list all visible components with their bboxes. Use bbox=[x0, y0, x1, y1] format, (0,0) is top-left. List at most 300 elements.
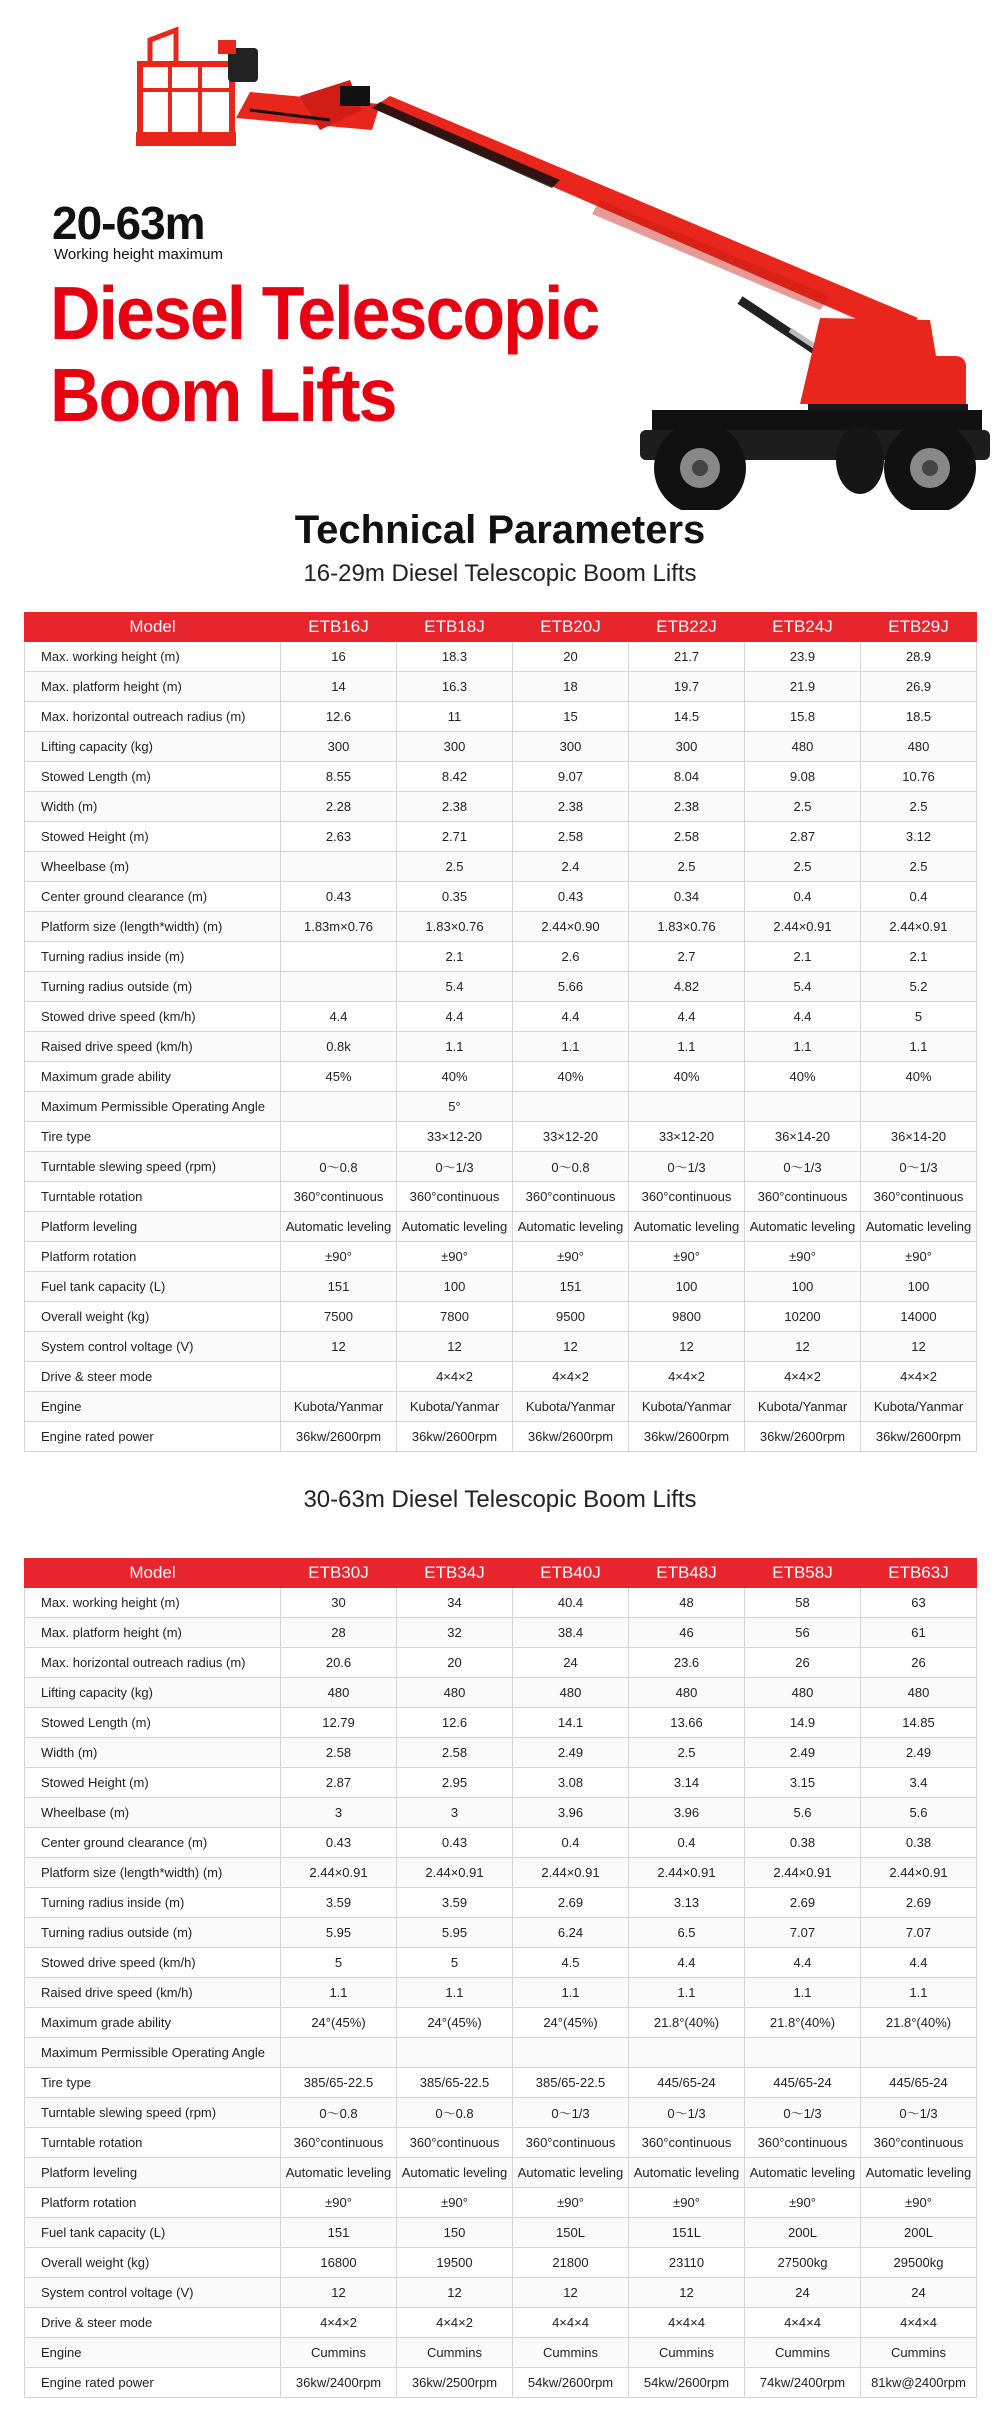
table-cell: 12 bbox=[513, 2278, 629, 2308]
row-label: Maximum Permissible Operating Angle bbox=[25, 1092, 281, 1122]
platform-basket bbox=[136, 30, 258, 146]
table-cell: ±90° bbox=[397, 2188, 513, 2218]
table-cell: 40% bbox=[745, 1062, 861, 1092]
table-cell: 36kw/2600rpm bbox=[745, 1422, 861, 1452]
table-cell: 2.87 bbox=[745, 822, 861, 852]
table-cell: 5.66 bbox=[513, 972, 629, 1002]
table-cell: 14.9 bbox=[745, 1708, 861, 1738]
table-cell: 0～0.8 bbox=[397, 2098, 513, 2128]
row-label: Wheelbase (m) bbox=[25, 1798, 281, 1828]
table-cell: 385/65-22.5 bbox=[513, 2068, 629, 2098]
table-cell: 4.4 bbox=[629, 1002, 745, 1032]
table-cell: 5 bbox=[281, 1948, 397, 1978]
table-row bbox=[25, 2188, 977, 2218]
table-cell: 8.55 bbox=[281, 762, 397, 792]
headline-line-1: Diesel Telescopic bbox=[50, 270, 599, 356]
table-cell: 300 bbox=[397, 732, 513, 762]
table-cell: 14000 bbox=[861, 1302, 977, 1332]
table-cell: 2.38 bbox=[513, 792, 629, 822]
row-label: Platform size (length*width) (m) bbox=[25, 1858, 281, 1888]
table-cell: 46 bbox=[629, 1618, 745, 1648]
table-cell: 445/65-24 bbox=[861, 2068, 977, 2098]
table-row bbox=[25, 2158, 977, 2188]
table-cell: 81kw@2400rpm bbox=[861, 2368, 977, 2398]
row-label: Wheelbase (m) bbox=[25, 852, 281, 882]
table-cell: ±90° bbox=[281, 1242, 397, 1272]
table-cell: 3.08 bbox=[513, 1768, 629, 1798]
row-label: Turning radius inside (m) bbox=[25, 942, 281, 972]
row-label: Stowed Length (m) bbox=[25, 762, 281, 792]
table-cell: 4×4×2 bbox=[281, 2308, 397, 2338]
table-cell: 4×4×4 bbox=[513, 2308, 629, 2338]
table-row bbox=[25, 852, 977, 882]
table-cell: 2.5 bbox=[861, 792, 977, 822]
table-row bbox=[25, 2218, 977, 2248]
table-cell: 14.85 bbox=[861, 1708, 977, 1738]
table-cell: 2.1 bbox=[861, 942, 977, 972]
table-cell: 36kw/2600rpm bbox=[281, 1422, 397, 1452]
table-cell bbox=[281, 852, 397, 882]
table-cell: 2.4 bbox=[513, 852, 629, 882]
table-cell: 18.5 bbox=[861, 702, 977, 732]
table-row bbox=[25, 1182, 977, 1212]
table-cell: 12.6 bbox=[397, 1708, 513, 1738]
row-label: Stowed Height (m) bbox=[25, 1768, 281, 1798]
table-cell: 2.58 bbox=[629, 822, 745, 852]
table-cell: 28 bbox=[281, 1618, 397, 1648]
table-cell: 3.12 bbox=[861, 822, 977, 852]
table-cell: 4×4×2 bbox=[397, 2308, 513, 2338]
row-label: Turntable slewing speed (rpm) bbox=[25, 1152, 281, 1182]
table-cell: 38.4 bbox=[513, 1618, 629, 1648]
table-cell: 0.43 bbox=[397, 1828, 513, 1858]
table-cell: 2.95 bbox=[397, 1768, 513, 1798]
table-cell: 6.5 bbox=[629, 1918, 745, 1948]
table-row bbox=[25, 972, 977, 1002]
table-cell: 1.1 bbox=[281, 1978, 397, 2008]
table-cell bbox=[629, 1092, 745, 1122]
table-cell bbox=[281, 1122, 397, 1152]
table-row bbox=[25, 1618, 977, 1648]
table-row bbox=[25, 1362, 977, 1392]
table-cell: 33×12-20 bbox=[629, 1122, 745, 1152]
table-cell: 12.6 bbox=[281, 702, 397, 732]
product-headline bbox=[50, 272, 598, 436]
table-cell: 0～1/3 bbox=[629, 1152, 745, 1182]
table-cell: 2.5 bbox=[629, 852, 745, 882]
table-cell: 58 bbox=[745, 1588, 861, 1618]
table-cell: 1.1 bbox=[745, 1978, 861, 2008]
table-cell: 4×4×2 bbox=[397, 1362, 513, 1392]
table-cell: 5.95 bbox=[397, 1918, 513, 1948]
table-cell: 20 bbox=[513, 642, 629, 672]
table-cell: 0.43 bbox=[281, 1828, 397, 1858]
page-title: Technical Parameters bbox=[294, 508, 706, 552]
table-cell: 12.79 bbox=[281, 1708, 397, 1738]
row-label: Stowed drive speed (km/h) bbox=[25, 1948, 281, 1978]
table-cell: 2.44×0.91 bbox=[629, 1858, 745, 1888]
table-cell: 2.44×0.91 bbox=[861, 1858, 977, 1888]
table-cell bbox=[281, 972, 397, 1002]
row-label: Drive & steer mode bbox=[25, 1362, 281, 1392]
column-header-etb63j: ETB63J bbox=[861, 1559, 977, 1588]
table-cell: 1.1 bbox=[513, 1978, 629, 2008]
table-cell: 12 bbox=[281, 2278, 397, 2308]
table-cell: 5.2 bbox=[861, 972, 977, 1002]
table-cell: 100 bbox=[745, 1272, 861, 1302]
table-cell: 5° bbox=[397, 1092, 513, 1122]
table-row bbox=[25, 1588, 977, 1618]
table-cell: 16 bbox=[281, 642, 397, 672]
table-cell: 54kw/2600rpm bbox=[513, 2368, 629, 2398]
table-cell: 2.5 bbox=[397, 852, 513, 882]
table-cell: 12 bbox=[629, 2278, 745, 2308]
table-cell: 16800 bbox=[281, 2248, 397, 2278]
column-header-etb29j: ETB29J bbox=[861, 613, 977, 642]
column-header-etb24j: ETB24J bbox=[745, 613, 861, 642]
table-cell: ±90° bbox=[861, 2188, 977, 2218]
table-cell: 2.44×0.91 bbox=[861, 912, 977, 942]
table-row bbox=[25, 2278, 977, 2308]
row-label: Tire type bbox=[25, 2068, 281, 2098]
table-row bbox=[25, 1302, 977, 1332]
table-cell bbox=[281, 2038, 397, 2068]
table-cell: 26 bbox=[745, 1648, 861, 1678]
table-row bbox=[25, 1678, 977, 1708]
table-cell: 33×12-20 bbox=[397, 1122, 513, 1152]
table-cell: 9.08 bbox=[745, 762, 861, 792]
column-header-etb40j: ETB40J bbox=[513, 1559, 629, 1588]
table-cell: 12 bbox=[397, 1332, 513, 1362]
table-cell: 1.1 bbox=[397, 1978, 513, 2008]
table-cell: 26 bbox=[861, 1648, 977, 1678]
table-cell: 480 bbox=[513, 1678, 629, 1708]
table-cell bbox=[397, 2038, 513, 2068]
table-cell: 19500 bbox=[397, 2248, 513, 2278]
table-header-row bbox=[25, 613, 977, 642]
row-label: Raised drive speed (km/h) bbox=[25, 1032, 281, 1062]
table-row bbox=[25, 1152, 977, 1182]
table-cell: 2.1 bbox=[745, 942, 861, 972]
table-cell: 0～0.8 bbox=[281, 1152, 397, 1182]
table-cell: 385/65-22.5 bbox=[281, 2068, 397, 2098]
table-2-subtitle: 30-63m Diesel Telescopic Boom Lifts bbox=[303, 1486, 697, 1513]
row-label: Platform leveling bbox=[25, 2158, 281, 2188]
table-cell: 4×4×2 bbox=[861, 1362, 977, 1392]
table-cell: 4.4 bbox=[513, 1002, 629, 1032]
column-header-etb34j: ETB34J bbox=[397, 1559, 513, 1588]
table-cell: 480 bbox=[861, 732, 977, 762]
table-row bbox=[25, 1212, 977, 1242]
row-label: Stowed drive speed (km/h) bbox=[25, 1002, 281, 1032]
table-cell: 4×4×2 bbox=[513, 1362, 629, 1392]
table-row bbox=[25, 1798, 977, 1828]
table-cell: 4.4 bbox=[397, 1002, 513, 1032]
table-cell: Cummins bbox=[629, 2338, 745, 2368]
table-cell: 30 bbox=[281, 1588, 397, 1618]
table-cell: 480 bbox=[745, 1678, 861, 1708]
table-row bbox=[25, 1948, 977, 1978]
table-cell: 21.7 bbox=[629, 642, 745, 672]
table-cell: 300 bbox=[629, 732, 745, 762]
turntable bbox=[800, 318, 968, 420]
table-row bbox=[25, 1738, 977, 1768]
table-cell: 1.1 bbox=[397, 1032, 513, 1062]
table-cell: 0.4 bbox=[745, 882, 861, 912]
table-cell: 151 bbox=[281, 1272, 397, 1302]
table-cell: 0.35 bbox=[397, 882, 513, 912]
table-row bbox=[25, 1092, 977, 1122]
table-row bbox=[25, 1332, 977, 1362]
table-row bbox=[25, 732, 977, 762]
table-cell: 1.83m×0.76 bbox=[281, 912, 397, 942]
table-cell: ±90° bbox=[513, 2188, 629, 2218]
table-cell: 2.6 bbox=[513, 942, 629, 972]
table-cell: 3 bbox=[281, 1798, 397, 1828]
row-label: Platform rotation bbox=[25, 2188, 281, 2218]
table-cell bbox=[513, 1092, 629, 1122]
table-cell: 480 bbox=[629, 1678, 745, 1708]
table-cell: ±90° bbox=[397, 1242, 513, 1272]
table-cell: 54kw/2600rpm bbox=[629, 2368, 745, 2398]
table-row bbox=[25, 1422, 977, 1452]
table-cell: 29500kg bbox=[861, 2248, 977, 2278]
table-cell: 4.4 bbox=[745, 1002, 861, 1032]
table-row bbox=[25, 1242, 977, 1272]
table-cell: 3.13 bbox=[629, 1888, 745, 1918]
row-label: Turntable rotation bbox=[25, 2128, 281, 2158]
table-cell: 24°(45%) bbox=[397, 2008, 513, 2038]
table-cell: 21.8°(40%) bbox=[629, 2008, 745, 2038]
table-row bbox=[25, 912, 977, 942]
table-cell: 4×4×2 bbox=[629, 1362, 745, 1392]
table-cell: 150 bbox=[397, 2218, 513, 2248]
table-cell: 20 bbox=[397, 1648, 513, 1678]
table-cell: 0.4 bbox=[861, 882, 977, 912]
table-row bbox=[25, 1708, 977, 1738]
table-row bbox=[25, 2128, 977, 2158]
row-label: Max. horizontal outreach radius (m) bbox=[25, 702, 281, 732]
row-label: Fuel tank capacity (L) bbox=[25, 1272, 281, 1302]
row-label: Maximum Permissible Operating Angle bbox=[25, 2038, 281, 2068]
table-cell: 40% bbox=[397, 1062, 513, 1092]
table-cell: 2.58 bbox=[281, 1738, 397, 1768]
table-cell: Kubota/Yanmar bbox=[513, 1392, 629, 1422]
table-row bbox=[25, 792, 977, 822]
row-label: Maximum grade ability bbox=[25, 2008, 281, 2038]
table-row bbox=[25, 642, 977, 672]
table-cell: 150L bbox=[513, 2218, 629, 2248]
table-cell bbox=[513, 2038, 629, 2068]
table-cell: 300 bbox=[513, 732, 629, 762]
table-cell: 7.07 bbox=[745, 1918, 861, 1948]
row-label: Platform size (length*width) (m) bbox=[25, 912, 281, 942]
table-cell: Automatic leveling bbox=[745, 2158, 861, 2188]
table-cell: 445/65-24 bbox=[745, 2068, 861, 2098]
table-cell: 2.69 bbox=[861, 1888, 977, 1918]
table-cell: 480 bbox=[281, 1678, 397, 1708]
table-cell: 0.4 bbox=[513, 1828, 629, 1858]
table-cell: Kubota/Yanmar bbox=[281, 1392, 397, 1422]
table-row bbox=[25, 2068, 977, 2098]
table-cell: 36kw/2600rpm bbox=[861, 1422, 977, 1452]
table-cell: 9500 bbox=[513, 1302, 629, 1332]
table-cell bbox=[861, 1092, 977, 1122]
table-cell: 0～1/3 bbox=[861, 1152, 977, 1182]
table-cell: 0.4 bbox=[629, 1828, 745, 1858]
table-cell: 360°continuous bbox=[629, 1182, 745, 1212]
row-label: Width (m) bbox=[25, 792, 281, 822]
table-cell: 14.1 bbox=[513, 1708, 629, 1738]
table-cell: 12 bbox=[397, 2278, 513, 2308]
table-cell: 2.7 bbox=[629, 942, 745, 972]
table-cell: 2.71 bbox=[397, 822, 513, 852]
table-cell: 4×4×2 bbox=[745, 1362, 861, 1392]
table-cell: 24 bbox=[513, 1648, 629, 1678]
table-cell: 0～1/3 bbox=[861, 2098, 977, 2128]
row-label: Engine bbox=[25, 2338, 281, 2368]
table-cell: Cummins bbox=[513, 2338, 629, 2368]
table-cell: 9.07 bbox=[513, 762, 629, 792]
table-cell bbox=[629, 2038, 745, 2068]
table-row bbox=[25, 1002, 977, 1032]
column-header-model: Model bbox=[25, 613, 281, 642]
table-cell: 40.4 bbox=[513, 1588, 629, 1618]
table-cell: 3 bbox=[397, 1798, 513, 1828]
table-cell: 0～0.8 bbox=[281, 2098, 397, 2128]
table-cell: 3.15 bbox=[745, 1768, 861, 1798]
table-cell bbox=[745, 2038, 861, 2068]
table-row bbox=[25, 762, 977, 792]
row-label: Center ground clearance (m) bbox=[25, 1828, 281, 1858]
table-cell: 12 bbox=[745, 1332, 861, 1362]
table-cell bbox=[281, 1092, 397, 1122]
spec-table-30-63m bbox=[24, 1558, 977, 2398]
row-label: Max. platform height (m) bbox=[25, 672, 281, 702]
table-cell: 14.5 bbox=[629, 702, 745, 732]
row-label: Maximum grade ability bbox=[25, 1062, 281, 1092]
table-cell: 0～0.8 bbox=[513, 1152, 629, 1182]
table-cell: 2.44×0.91 bbox=[745, 912, 861, 942]
headline-line-2: Boom Lifts bbox=[50, 353, 396, 438]
table-cell: 15 bbox=[513, 702, 629, 732]
table-cell: 151L bbox=[629, 2218, 745, 2248]
table-cell: 5.95 bbox=[281, 1918, 397, 1948]
table-cell: 36kw/2600rpm bbox=[397, 1422, 513, 1452]
table-cell: 2.49 bbox=[745, 1738, 861, 1768]
table-cell: 1.1 bbox=[629, 1032, 745, 1062]
table-row bbox=[25, 1858, 977, 1888]
table-row bbox=[25, 1648, 977, 1678]
table-cell: 3.96 bbox=[629, 1798, 745, 1828]
table-cell: 2.44×0.91 bbox=[397, 1858, 513, 1888]
table-cell: 3.96 bbox=[513, 1798, 629, 1828]
table-cell: 385/65-22.5 bbox=[397, 2068, 513, 2098]
table-cell: 4.4 bbox=[281, 1002, 397, 1032]
table-cell: 100 bbox=[861, 1272, 977, 1302]
table-cell: 0～1/3 bbox=[745, 2098, 861, 2128]
row-label: Overall weight (kg) bbox=[25, 2248, 281, 2278]
row-label: Engine rated power bbox=[25, 2368, 281, 2398]
table-cell: Kubota/Yanmar bbox=[861, 1392, 977, 1422]
table-cell: 16.3 bbox=[397, 672, 513, 702]
table-cell: 36×14-20 bbox=[861, 1122, 977, 1152]
row-label: Turning radius inside (m) bbox=[25, 1888, 281, 1918]
column-header-etb22j: ETB22J bbox=[629, 613, 745, 642]
table-cell: 3.59 bbox=[397, 1888, 513, 1918]
table-cell: 2.44×0.91 bbox=[513, 1858, 629, 1888]
table-cell: 0.8k bbox=[281, 1032, 397, 1062]
table-cell: 4.82 bbox=[629, 972, 745, 1002]
table-row bbox=[25, 1122, 977, 1152]
row-label: Engine bbox=[25, 1392, 281, 1422]
table-cell: 360°continuous bbox=[513, 1182, 629, 1212]
table-cell: 3.4 bbox=[861, 1768, 977, 1798]
table-cell: Kubota/Yanmar bbox=[397, 1392, 513, 1422]
table-cell: 360°continuous bbox=[281, 1182, 397, 1212]
table-cell: Cummins bbox=[281, 2338, 397, 2368]
table-cell: 1.1 bbox=[629, 1978, 745, 2008]
table-cell: 2.5 bbox=[745, 852, 861, 882]
table-cell: 18 bbox=[513, 672, 629, 702]
row-label: Max. working height (m) bbox=[25, 642, 281, 672]
table-cell: 21.8°(40%) bbox=[861, 2008, 977, 2038]
column-header-etb18j: ETB18J bbox=[397, 613, 513, 642]
table-row bbox=[25, 2338, 977, 2368]
table-cell: 360°continuous bbox=[397, 1182, 513, 1212]
table-cell: ±90° bbox=[629, 1242, 745, 1272]
table-cell: 360°continuous bbox=[861, 1182, 977, 1212]
table-row bbox=[25, 2308, 977, 2338]
table-row bbox=[25, 1032, 977, 1062]
table-cell: 100 bbox=[629, 1272, 745, 1302]
table-cell: 0～1/3 bbox=[745, 1152, 861, 1182]
table-row bbox=[25, 2248, 977, 2278]
table-cell: 7.07 bbox=[861, 1918, 977, 1948]
row-label: Raised drive speed (km/h) bbox=[25, 1978, 281, 2008]
table-cell: 36kw/2600rpm bbox=[629, 1422, 745, 1452]
table-cell: 2.38 bbox=[629, 792, 745, 822]
table-cell: 48 bbox=[629, 1588, 745, 1618]
table-cell: Automatic leveling bbox=[861, 2158, 977, 2188]
row-label: Stowed Height (m) bbox=[25, 822, 281, 852]
table-cell: 5.6 bbox=[745, 1798, 861, 1828]
table-cell: 1.1 bbox=[861, 1032, 977, 1062]
table-cell bbox=[281, 1362, 397, 1392]
row-label: Drive & steer mode bbox=[25, 2308, 281, 2338]
table-cell: 2.44×0.91 bbox=[745, 1858, 861, 1888]
table-cell: 24°(45%) bbox=[281, 2008, 397, 2038]
table-row bbox=[25, 1888, 977, 1918]
table-cell: 2.28 bbox=[281, 792, 397, 822]
table-cell: 36×14-20 bbox=[745, 1122, 861, 1152]
table-cell: Automatic leveling bbox=[629, 1212, 745, 1242]
table-cell: 1.83×0.76 bbox=[397, 912, 513, 942]
table-cell: 0～1/3 bbox=[513, 2098, 629, 2128]
table-cell: 7800 bbox=[397, 1302, 513, 1332]
row-label: Turning radius outside (m) bbox=[25, 1918, 281, 1948]
table-1-subtitle: 16-29m Diesel Telescopic Boom Lifts bbox=[303, 560, 697, 587]
table-cell: 5 bbox=[861, 1002, 977, 1032]
table-cell: 0.38 bbox=[745, 1828, 861, 1858]
table-cell: 2.87 bbox=[281, 1768, 397, 1798]
column-header-etb16j: ETB16J bbox=[281, 613, 397, 642]
table-cell: 24 bbox=[745, 2278, 861, 2308]
table-cell: 360°continuous bbox=[745, 2128, 861, 2158]
table-cell: 40% bbox=[513, 1062, 629, 1092]
table-cell: 2.44×0.91 bbox=[281, 1858, 397, 1888]
table-cell: 36kw/2500rpm bbox=[397, 2368, 513, 2398]
